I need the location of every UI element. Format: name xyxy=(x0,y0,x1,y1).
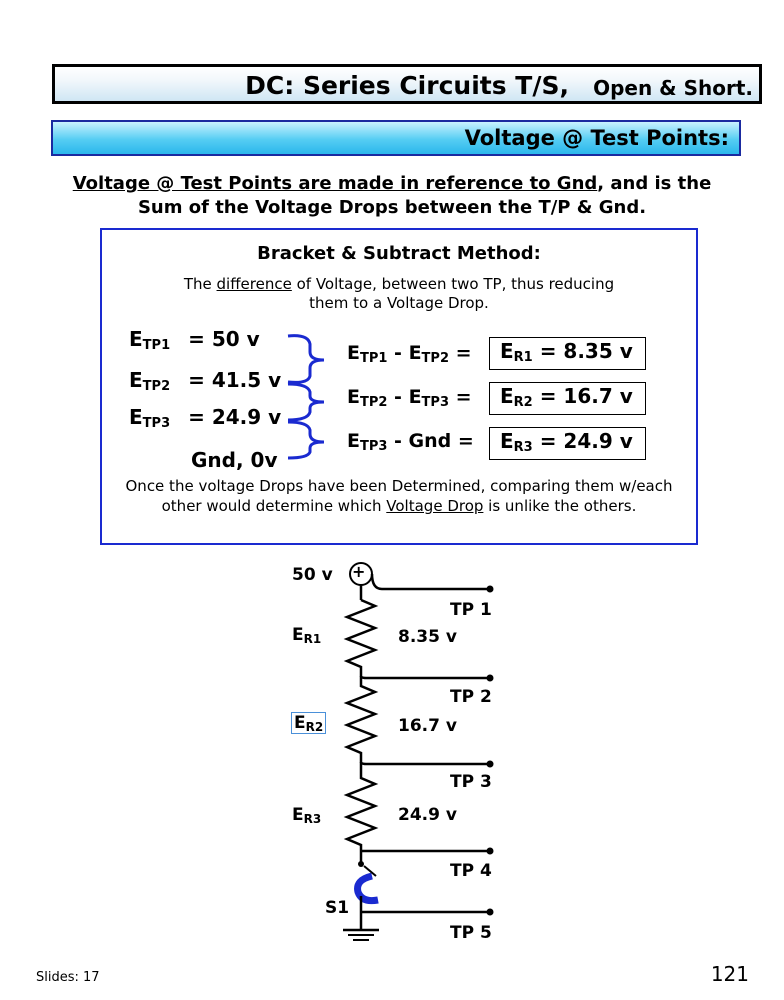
tp2-voltage: $E_{TP2} = 41.5$ v xyxy=(129,368,282,394)
intro-underlined: Voltage @ Test Points are made in reference to Gnd xyxy=(72,173,598,194)
resistor-r2 xyxy=(347,676,375,762)
tp2-node xyxy=(487,675,494,682)
source-voltage-label: 50 v xyxy=(292,565,333,585)
switch-pivot xyxy=(358,861,364,867)
switch-label: S1 xyxy=(325,898,350,918)
difference-3: $E_{TP3}$ - Gnd = xyxy=(347,430,474,454)
method-desc-underlined: difference xyxy=(216,275,292,293)
plus-sign: + xyxy=(352,562,366,581)
tp5-label: TP 5 xyxy=(450,923,492,943)
tp2-label: TP 2 xyxy=(450,687,492,707)
wire-tp1 xyxy=(372,574,490,589)
difference-2: $E_{TP2} - E_{TP3}$ = xyxy=(347,386,472,410)
er3-label: $E_{R3}$ xyxy=(292,805,322,826)
tp5-node xyxy=(487,909,494,916)
tp1-node xyxy=(487,586,494,593)
footer-underlined: Voltage Drop xyxy=(386,497,484,515)
r1-drop: 8.35 v xyxy=(398,627,457,647)
ground-label: Gnd, 0v xyxy=(191,448,278,472)
tp1-label: TP 1 xyxy=(450,600,492,620)
er1-label: $E_{R1}$ xyxy=(292,625,322,646)
page-number: 121 xyxy=(710,962,749,986)
footer-post: is unlike the others. xyxy=(483,497,637,515)
footer-pre: Once the voltage Drops have been Determined, comparing them w/each other would determine which xyxy=(125,477,673,515)
result-r3: $E_{R3} = 24.9$ v xyxy=(489,427,646,460)
er2-label: $E_{R2}$ xyxy=(291,713,326,734)
result-r1: $E_{R1} = 8.35$ v xyxy=(489,337,646,370)
page-title-tail: Open & Short. xyxy=(593,76,753,100)
resistor-r1 xyxy=(347,600,375,676)
tp1-voltage: $E_{TP1} = 50$ v xyxy=(129,327,260,353)
tp4-label: TP 4 xyxy=(450,861,492,881)
wire-tp2 xyxy=(361,676,490,678)
tp3-node xyxy=(487,761,494,768)
r2-drop: 16.7 v xyxy=(398,716,457,736)
section-title: Voltage @ Test Points: xyxy=(464,126,729,150)
result-r2: $E_{R2} = 16.7$ v xyxy=(489,382,646,415)
tp3-voltage: $E_{TP3} = 24.9$ v xyxy=(129,405,282,431)
difference-1: $E_{TP1} - E_{TP2}$ = xyxy=(347,342,472,366)
resistor-r3 xyxy=(347,762,375,851)
method-desc-pre: The xyxy=(183,275,217,293)
page-title: DC: Series Circuits T/S, xyxy=(245,71,569,100)
intro-line2: Sum of the Voltage Drops between the T/P & Gnd. xyxy=(137,197,647,218)
tp4-node xyxy=(487,848,494,855)
method-desc-post: of Voltage, between two TP, thus reducing them to a Voltage Drop. xyxy=(291,275,615,312)
method-heading: Bracket & Subtract Method: xyxy=(257,243,541,264)
tp3-label: TP 3 xyxy=(450,772,492,792)
wire-tp3 xyxy=(361,762,490,764)
slides-count: Slides: 17 xyxy=(36,970,100,985)
intro-rest: , and is the xyxy=(597,173,712,194)
r3-drop: 24.9 v xyxy=(398,805,457,825)
